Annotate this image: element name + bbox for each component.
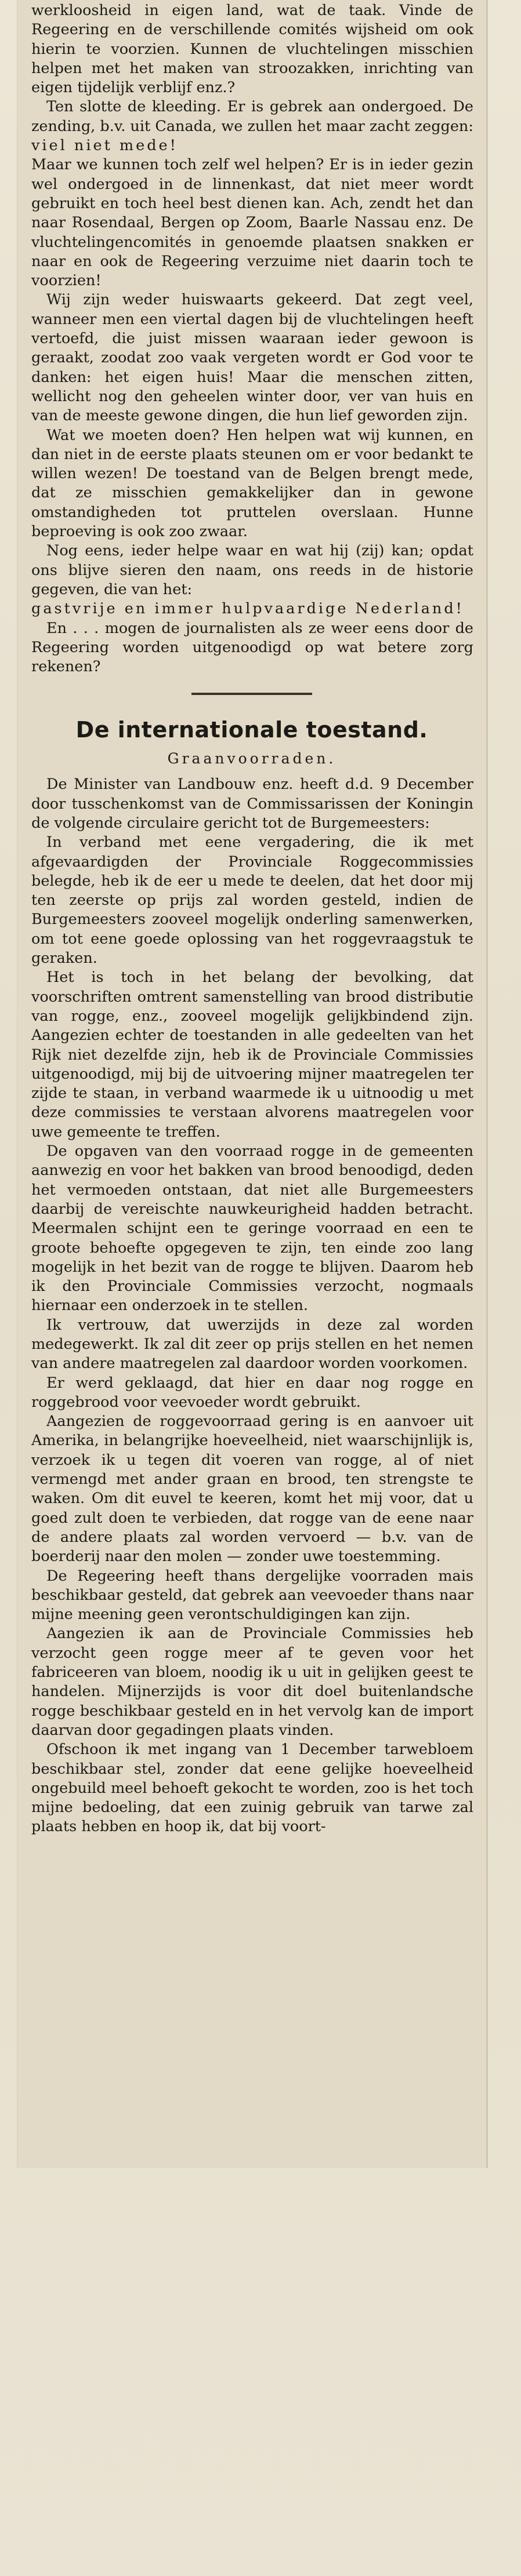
paragraph: werkloosheid in eigen land, wat de taak. Vinde de Regeering en de verschillende comités wijsheid om ook hierin te voorzien. Kunnen de vluchtelingen misschien helpen met het maken van stroozakken, inrichting van eigen tijdelijk verblijf enz.? — [31, 2, 473, 97]
paragraph: Ik vertrouw, dat uwerzijds in deze zal worden medegewerkt. Ik zal dit zeer op prijs stellen en het nemen van andere maatregelen zal daardoor worden voorkomen. — [31, 1316, 473, 1373]
paragraph: Aangezien de roggevoorraad gering is en aanvoer uit Amerika, in belangrijke hoeveelheid, niet waarschijnlijk is, verzoek ik u tegen dit voeren van rogge, al of niet vermengd met ander graan en brood, ten strengste te waken. Om dit euvel te keeren, komt het mij voor, dat u goed zult doen te verbieden, dat rogge van de eene naar de andere plaats zal worden vervoerd — b.v. van de boerderij naar den molen — zonder uwe toestemming. — [31, 1413, 473, 1566]
article-headline: De internationale toestand. — [75, 717, 428, 743]
paragraph: Wat we moeten doen? Hen helpen wat wij kunnen, en dan niet in de eerste plaats steunen om er voor bedankt te willen wezen! De toestand van de Belgen brengt mede, dat ze misschien gemakkelijker dan in gewone omstandigheden tot pruttelen overslaan. Hunne beproeving is ook zoo zwaar. — [31, 426, 473, 541]
paragraph: Wij zijn weder huiswaarts gekeerd. Dat zegt veel, wanneer men een viertal dagen bij de vluchtelingen heeft vertoefd, die juist missen waaraan ieder gewoon is geraakt, zoodat zoo vaak vergeten wordt er God voor te danken: het eigen huis! Maar die menschen zitten, wellicht nog den geheelen winter door, ver van huis en van de meeste gewone dingen, die hun lief geworden zijn. — [31, 291, 473, 425]
paragraph: In verband met eene vergadering, die ik met afgevaardigden der Provinciale Roggecommissies belegde, heb ik de eer u mede te deelen, dat het door mij ten zeerste op prijs zal worden gesteld, indien de Burgemeesters zooveel mogelijk onderling samenwerken, om tot eene goede oplossing van het roggevraagstuk te geraken. — [31, 834, 473, 967]
paragraph: Aangezien ik aan de Provinciale Commissies heb verzocht geen rogge meer af te geven voor het fabriceeren van bloem, noodig ik u uit in gelijken geest te handelen. Mijnerzijds is voor dit doel buitenlandsche rogge beschikbaar gesteld en in het vervolg kan de import daarvan door gegadingen plaats vinden. — [31, 1625, 473, 1739]
paragraph: Het is toch in het belang der bevolking, dat voorschriften omtrent samenstelling van brood distributie van rogge, enz., zooveel mogelijk gelijkbindend zijn. Aangezien echter de toestanden in alle gedeelten van het Rijk niet dezelfde zijn, heb ik de Provinciale Commissies uitgenoodigd, mij bij de uitvoering mijner maatregelen ter zijde te staan, in verband waarmede ik u uitnoodig u met deze commissies te verstaan alvorens maatregelen voor uwe gemeente te treffen. — [31, 969, 473, 1141]
section-divider — [191, 693, 312, 695]
paragraph: De opgaven van den voorraad rogge in de gemeenten aanwezig en voor het bakken van brood benoodigd, deden het vermoeden ontstaan, dat niet alle Burgemeesters daarbij de vereischte nauwkeurigheid hadden betracht. Meermalen schijnt een te geringe voorraad en een te groote behoefte opgegeven te zijn, ten einde zoo lang mogelijk in het bezit van de rogge te blijven. Daarom heb ik den Provinciale Commissies verzocht, nogmaals hiernaar een onderzoek in te stellen. — [31, 1143, 473, 1315]
paragraph: Ten slotte de kleeding. Er is gebrek aan ondergoed. De zending, b.v. uit Canada, we zullen het maar zacht zeggen: — [31, 98, 473, 135]
paragraph: Er werd geklaagd, dat hier en daar nog rogge en roggebrood voor veevoeder wordt gebruikt. — [31, 1374, 473, 1411]
paragraph: Ofschoon ik met ingang van 1 December tarwebloem beschikbaar stel, zonder dat eene gelijke hoeveelheid ongebuild meel behoeft gekocht te worden, zoo is het toch mijne bedoeling, dat een zuinig gebruik van tarwe zal plaats hebben en hoop ik, dat bij voort- — [31, 1741, 473, 1836]
article-main — [17, 715, 486, 1836]
emphasis-line: gastvrije en immer hulpvaardige Nederland! — [31, 600, 464, 618]
article-continuation — [17, 1, 486, 676]
paragraph: Maar we kunnen toch zelf wel helpen? Er is in ieder gezin wel ondergoed in de linnenkast, dat niet meer wordt gebruikt en toch heel best dienen kan. Ach, zendt het dan naar Rosendaal, Bergen op Zoom, Baarle Nassau enz. De vluchtelingencomités in genoemde plaatsen snakken er naar en ook de Regeering verzuime niet daarin toch te voorzien! — [31, 156, 473, 290]
newspaper-clipping — [17, 0, 486, 2168]
paragraph: De Regeering heeft thans dergelijke voorraden mais beschikbaar gesteld, dat gebrek aan veevoeder thans naar mijne meening geen verontschuldigingen kan zijn. — [31, 1567, 473, 1624]
paragraph: En . . . mogen de journalisten als ze weer eens door de Regeering worden uitgenoodigd op wat betere zorg rekenen? — [31, 619, 473, 676]
paragraph: De Minister van Landbouw enz. heeft d.d. 9 December door tusschenkomst van de Commissarissen der Koningin de volgende circulaire gericht tot de Burgemeesters: — [31, 776, 473, 832]
article-subheading: Graanvoorraden. — [167, 750, 337, 767]
paragraph: Nog eens, ieder helpe waar en wat hij (zij) kan; opdat ons blijve sieren den naam, ons reeds in de historie gegeven, die van het: — [31, 542, 473, 598]
emphasis-line: viel niet mede! — [31, 137, 178, 155]
